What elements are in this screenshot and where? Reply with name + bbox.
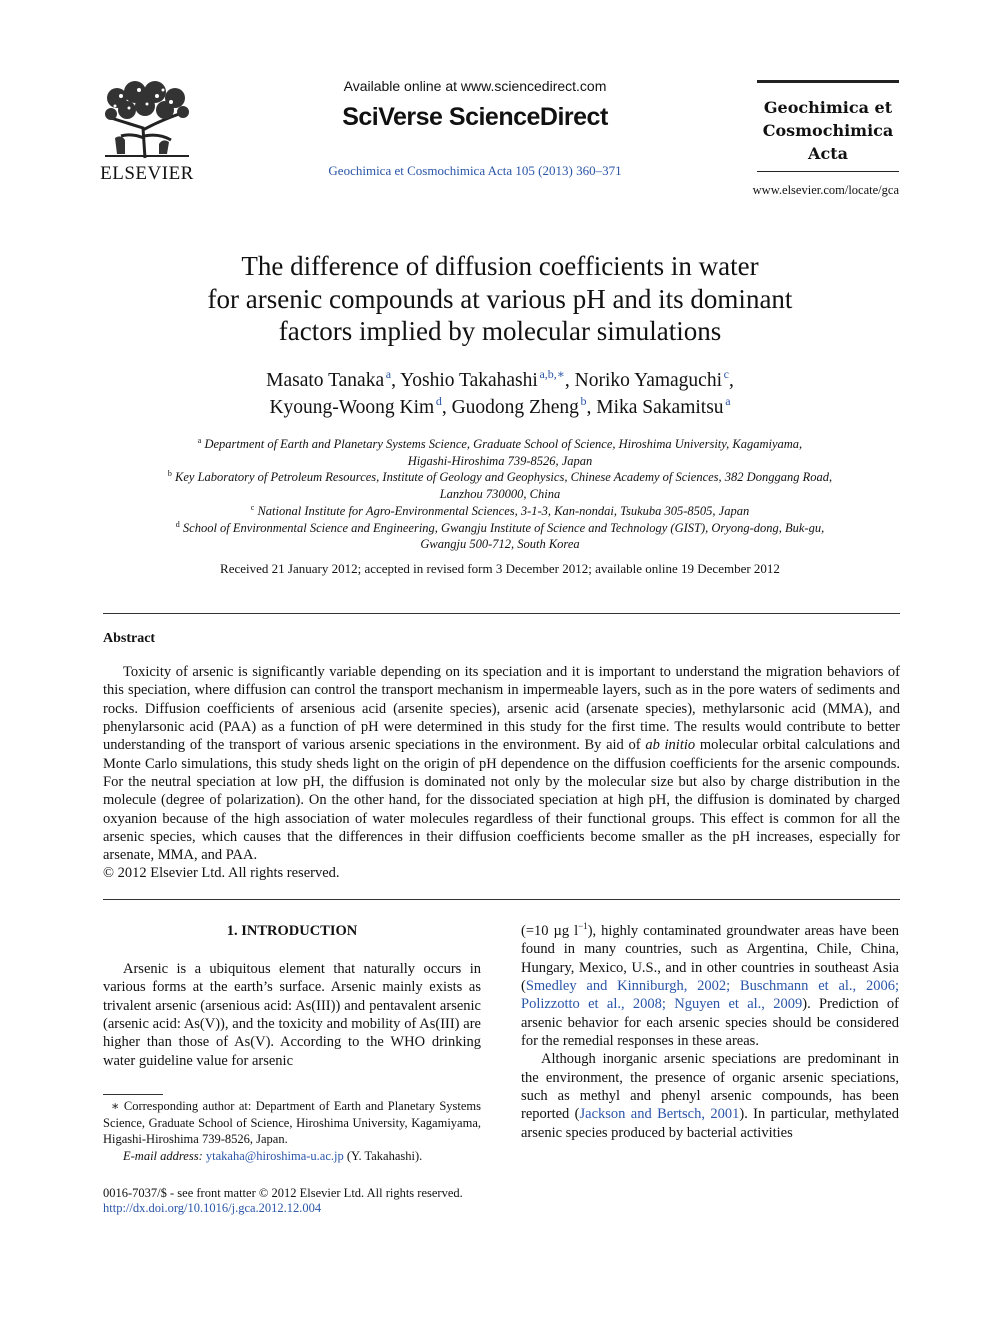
divider — [103, 899, 900, 900]
footnote-email-line — [103, 1148, 481, 1165]
affiliation-marker: a — [197, 436, 202, 445]
footnote-text: ∗ Corresponding author at: Department of Earth and Planetary Systems Science, Graduate School of Science, Hiroshima University, Kagamiyama, Higashi-Hiroshima 739-8526, Japan. — [103, 1099, 481, 1147]
author-name: Noriko Yamaguchi — [574, 370, 722, 391]
text-run: ), highly contaminated groundwater areas have been found in many countries, such as Argentina, Chile, China, Hungary, Mexico, U.S., and in other countries in southeast Asia ( — [521, 923, 900, 995]
journal-name-box — [757, 80, 899, 172]
author-affiliation-marker[interactable]: a — [385, 367, 392, 381]
text-run: ). Prediction of arsenic behavior for each arsenic species should be considered for the remedial responses in these areas. — [521, 996, 899, 1050]
affiliation-text: Lanzhou 730000, China — [439, 487, 561, 502]
journal-url-link[interactable]: www.elsevier.com/locate/gca — [752, 183, 899, 197]
superscript: −1 — [578, 921, 588, 931]
affiliation-text: Department of Earth and Planetary Systems Science, Graduate School of Science, Hiroshima University, Kagamiyama, — [204, 437, 803, 451]
affiliation-text: School of Environmental Science and Engineering, Gwangju Institute of Science and Technology (GIST), Oryong-dong, Buk-gu, — [182, 520, 825, 535]
abstract-text-part: molecular orbital calculations and Monte Carlo simulations, this study sheds light on the origin of pH dependence on the diffusion coefficients for the arsenic compounds. For the neutral speciation at low pH, the diffusion is dominated not only by the molecular size but also by charge distribution in the molecule (degree of polarization). On the other hand, for the dissociated speciation at high pH, the diffusion is dominated by charged oxyanion because of the high association of water molecules regardless of their functional groups. This effect is common for all the arsenic species, which causes that the differences in their diffusion coefficients become smaller as the pH increases, especially for arsenate, MMA, and PAA. — [103, 737, 900, 864]
publisher-wordmark: ELSEVIER — [100, 163, 194, 184]
email-suffix: (Y. Takahashi). — [343, 1148, 423, 1163]
section-heading: 1. INTRODUCTION — [226, 923, 358, 939]
sciverse-sciencedirect-logo[interactable]: SciVerse ScienceDirect — [342, 103, 608, 131]
paper-title — [100, 250, 900, 348]
abstract-text-part: Toxicity of arsenic is significantly variable depending on its speciation and it is important to understand the migration behaviors of this speciation, where diffusion can control the transport mechanism in impermeable layers, such as in the pore waters of sediments and rocks. Diffusion coefficients of arsenious acid (arsenite species), arsenic acid (arsenate species), methylarsonic acid (MMA), and phenylarsonic acid (PAA) as a function of pH were determined in this study for the first time. The results would contribute to better understanding of the transport of various arsenic speciations in the environment. By aid of — [103, 664, 900, 754]
corresponding-author-footnote — [103, 1098, 481, 1164]
journal-name-line1: Geochimica et — [763, 98, 893, 117]
affiliation-marker: b — [167, 469, 172, 479]
received-dates: Received 21 January 2012; accepted in revised form 3 December 2012; available online 19 December 2012 — [220, 561, 780, 576]
author-affiliation-marker[interactable]: c — [723, 367, 729, 381]
citation-link[interactable]: Jackson and Bertsch, 2001 — [579, 1106, 740, 1123]
doi-link[interactable]: http://dx.doi.org/10.1016/j.gca.2012.12.004 — [103, 1201, 322, 1215]
affiliation-text: National Institute for Agro-Environmental Sciences, 3-1-3, Kan-nondai, Tsukuba 305-8505, Japan — [257, 503, 750, 518]
issn-line: 0016-7037/$ - see front matter © 2012 Elsevier Ltd. All rights reserved. — [103, 1186, 463, 1200]
affiliation-marker: d — [175, 519, 180, 529]
text-run: Although inorganic arsenic speciations are predominant in the environment, the presence of organic arsenic speciations, such as methyl and phenyl arsenic compounds, has been reported ( — [521, 1051, 899, 1123]
intro-paragraph: Arsenic is a ubiquitous element that naturally occurs in various forms at the earth’s surface. Arsenic mainly exists as trivalent arsenic (arsenious acid: As(III)) and pentavalent arsenic (arsenic acid: As(V)), and the toxicity and mobility of As(III) are higher than those of As(V). According to the WHO drinking water guideline value for arsenic — [103, 961, 481, 1069]
affiliation-text: Key Laboratory of Petroleum Resources, Institute of Geology and Geophysics, Chinese Academy of Sciences, 382 Donggang Road, — [175, 470, 833, 485]
divider — [103, 613, 900, 614]
author-affiliation-marker[interactable]: d — [435, 394, 442, 408]
journal-citation-link[interactable]: Geochimica et Cosmochimica Acta 105 (2013) 360–371 — [328, 163, 622, 178]
author-list: Masato Tanaka $^a$, Yoshio Takahashi $^{a,b,∗}$, Noriko Yamaguchi $^c$, Kyoung-Woong Kim $^d$, Guodong Zheng $^b$, Mika Sakamitsu $^a$ — [266, 367, 734, 418]
footnote-divider — [103, 1094, 163, 1095]
affiliation — [100, 436, 900, 453]
affiliation — [100, 469, 900, 486]
author-affiliation-marker[interactable]: a,b,∗ — [539, 367, 565, 381]
abstract-text — [103, 663, 900, 865]
abstract-italic-term: ab initio — [645, 737, 696, 754]
abstract-copyright: © 2012 Elsevier Ltd. All rights reserved. — [103, 865, 340, 881]
journal-name-line2: Cosmochimica — [762, 121, 894, 140]
affiliation-text: Gwangju 500-712, South Korea — [420, 537, 580, 552]
journal-name — [757, 96, 899, 165]
intro-paragraph — [521, 1050, 899, 1142]
title-line: for arsenic compounds at various pH and its dominant — [207, 283, 793, 314]
text-run: ). In particular, methylated arsenic species produced by bacterial activities — [521, 1106, 899, 1141]
journal-name-line3: Acta — [808, 144, 848, 163]
intro-paragraph — [521, 922, 899, 1050]
affiliation — [100, 520, 900, 537]
author-name: Mika Sakamitsu — [596, 397, 724, 418]
title-line: The difference of diffusion coefficients in water — [241, 251, 759, 281]
text-run: (=10 µg l — [521, 923, 579, 939]
email-link[interactable]: ytakaha@hiroshima-u.ac.jp — [205, 1148, 344, 1163]
title-line: factors implied by molecular simulations — [278, 316, 722, 346]
affiliation-marker: c — [250, 502, 255, 512]
citation-link[interactable]: Smedley and Kinniburgh, 2002; Buschmann et al., 2006; Polizzotto et al., 2008; Nguyen et al., 2009 — [521, 978, 899, 1013]
affiliation — [100, 503, 900, 520]
tree-icon — [97, 78, 197, 162]
left-column — [103, 960, 481, 1070]
abstract-heading: Abstract — [103, 631, 156, 646]
author-name: Guodong Zheng — [451, 397, 579, 418]
author-affiliation-marker[interactable]: b — [580, 394, 587, 408]
affiliation-list — [100, 436, 900, 553]
author-name: Masato Tanaka — [266, 370, 385, 391]
author-name: Kyoung-Woong Kim — [269, 397, 435, 418]
affiliation-text: Higashi-Hiroshima 739-8526, Japan — [407, 453, 593, 468]
author-affiliation-marker[interactable]: a — [725, 394, 731, 408]
author-name: Yoshio Takahashi — [400, 370, 538, 391]
available-online-text[interactable]: Available online at www.sciencedirect.com — [343, 78, 607, 94]
email-label: E-mail address: — [123, 1148, 203, 1163]
right-column — [521, 922, 899, 1142]
